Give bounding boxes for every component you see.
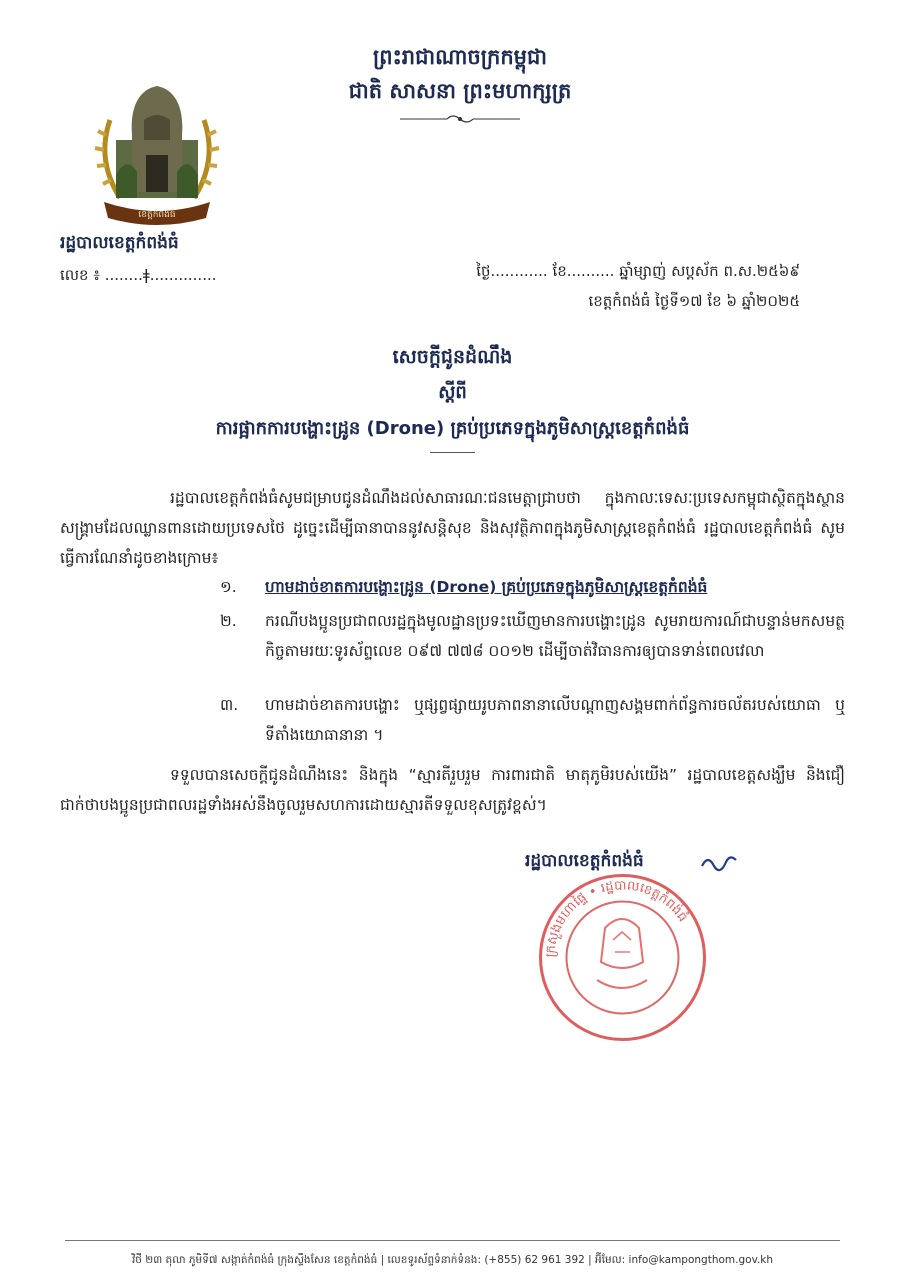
lunar-date: ថ្ងៃ............ ខែ.......... ឆ្នាំម្សាញ់ សប្តស័ក ព.ស.២៥៦៩	[476, 262, 800, 280]
list-item	[220, 690, 845, 750]
title-divider	[430, 452, 475, 456]
ornament-divider	[395, 112, 525, 126]
stamp-ring-text: ក្រសួងមហាផ្ទៃ • រដ្ឋបាលខេត្តកំពង់ធំ	[543, 878, 691, 958]
official-stamp	[535, 870, 710, 1045]
reference-label: លេខ ៖	[60, 266, 100, 284]
footer-rule	[65, 1240, 840, 1241]
provincial-logo	[82, 80, 232, 230]
kingdom-motto: ជាតិ សាសនា ព្រះមហាក្សត្រ	[348, 79, 572, 103]
list-item-text: ហាមដាច់ខាតការបង្ហោះដ្រូន (Drone) គ្រប់ប្រភេទក្នុងភូមិសាស្ត្រខេត្តកំពង់ធំ	[265, 578, 708, 596]
list-item-number: ៣.	[220, 696, 239, 714]
list-item	[220, 606, 845, 666]
list-item-text: ករណីបងប្អូនប្រជាពលរដ្ឋក្នុងមូលដ្ឋានប្រទះឃើញមានការបង្ហោះដ្រូន សូមរាយការណ៍ជាបន្ទាន់មកសមត្ថកិច្ចតាមរយៈទូរស័ព្ទលេខ ០៩៧ ៧៧៨ ០០១២ ដើម្បីចាត់វិធានការឲ្យបានទាន់ពេលវេលា	[265, 612, 845, 660]
signature-mark	[700, 852, 740, 876]
footer-contact: វិថី ២៣ តុលា ភូមិទី៧ សង្កាត់កំពង់ធំ ក្រុងស្ទឹងសែន ខេត្តកំពង់ធំ | លេខទូរស័ព្ទទំនាក់ទំនង: (+855) 62 961 392 | អ៊ីមែល: info@kampongthom.gov.kh	[131, 1254, 774, 1266]
kingdom-header	[300, 40, 620, 108]
signature-label: រដ្ឋបាលខេត្តកំពង់ធំ	[525, 851, 644, 871]
reference-number	[60, 266, 217, 288]
document-type: សេចក្តីជូនដំណឹង	[392, 346, 513, 368]
subject-label: ស្តីពី	[438, 382, 467, 403]
issuer-name: រដ្ឋបាលខេត្តកំពង់ធំ	[60, 233, 179, 253]
list-item-number: ១.	[220, 578, 237, 596]
solar-date: ខេត្តកំពង់ធំ ថ្ងៃទី១៧ ខែ ៦ ឆ្នាំ២០២៥	[588, 292, 800, 310]
subject-title: ការផ្អាកការបង្ហោះដ្រូន (Drone) គ្រប់ប្រភេទក្នុងភូមិសាស្ត្រខេត្តកំពង់ធំ	[215, 418, 690, 439]
list-item-number: ២.	[220, 612, 237, 630]
closing-paragraph: ទទួលបានសេចក្តីជូនដំណឹងនេះ និងក្នុង “ស្មារតីរួបរួម ការពារជាតិ មាតុភូមិរបស់យើង” រដ្ឋបាលខេត្តសង្ឃឹម និងជឿជាក់ថាបងប្អូនប្រជាពលរដ្ឋទាំងអស់នឹងចូលរួមសហការដោយស្មារតីទទួលខុសត្រូវខ្ពស់។	[60, 766, 845, 814]
list-item-text: ហាមដាច់ខាតការបង្ហោះ ឬផ្សព្វផ្សាយរូបភាពនានាលើបណ្តាញសង្គមពាក់ព័ន្ធការចល័តរបស់យោធា ឬទីតាំងយោធានានា ។	[265, 696, 845, 744]
list-item	[220, 572, 845, 602]
kingdom-title: ព្រះរាជាណាចក្រកម្ពុជា	[372, 45, 547, 69]
logo-caption: ខេត្តកំពង់ធំ	[138, 210, 176, 220]
reference-value: ........ǂ..............	[104, 266, 217, 284]
intro-paragraph: រដ្ឋបាលខេត្តកំពង់ធំសូមជម្រាបជូនដំណឹងដល់សាធារណៈជនមេត្តាជ្រាបថា ក្នុងកាលៈទេសៈប្រទេសកម្ពុជាស្ថិតក្នុងស្ថានសង្គ្រាមដែលឈ្លានពានដោយប្រទេសថៃ ដូច្នេះដើម្បីធានាបាននូវសន្តិសុខ និងសុវត្ថិភាពក្នុងភូមិសាស្ត្រខេត្តកំពង់ធំ រដ្ឋបាលខេត្តកំពង់ធំ សូមធ្វើការណែនាំដូចខាងក្រោម៖	[60, 489, 845, 567]
